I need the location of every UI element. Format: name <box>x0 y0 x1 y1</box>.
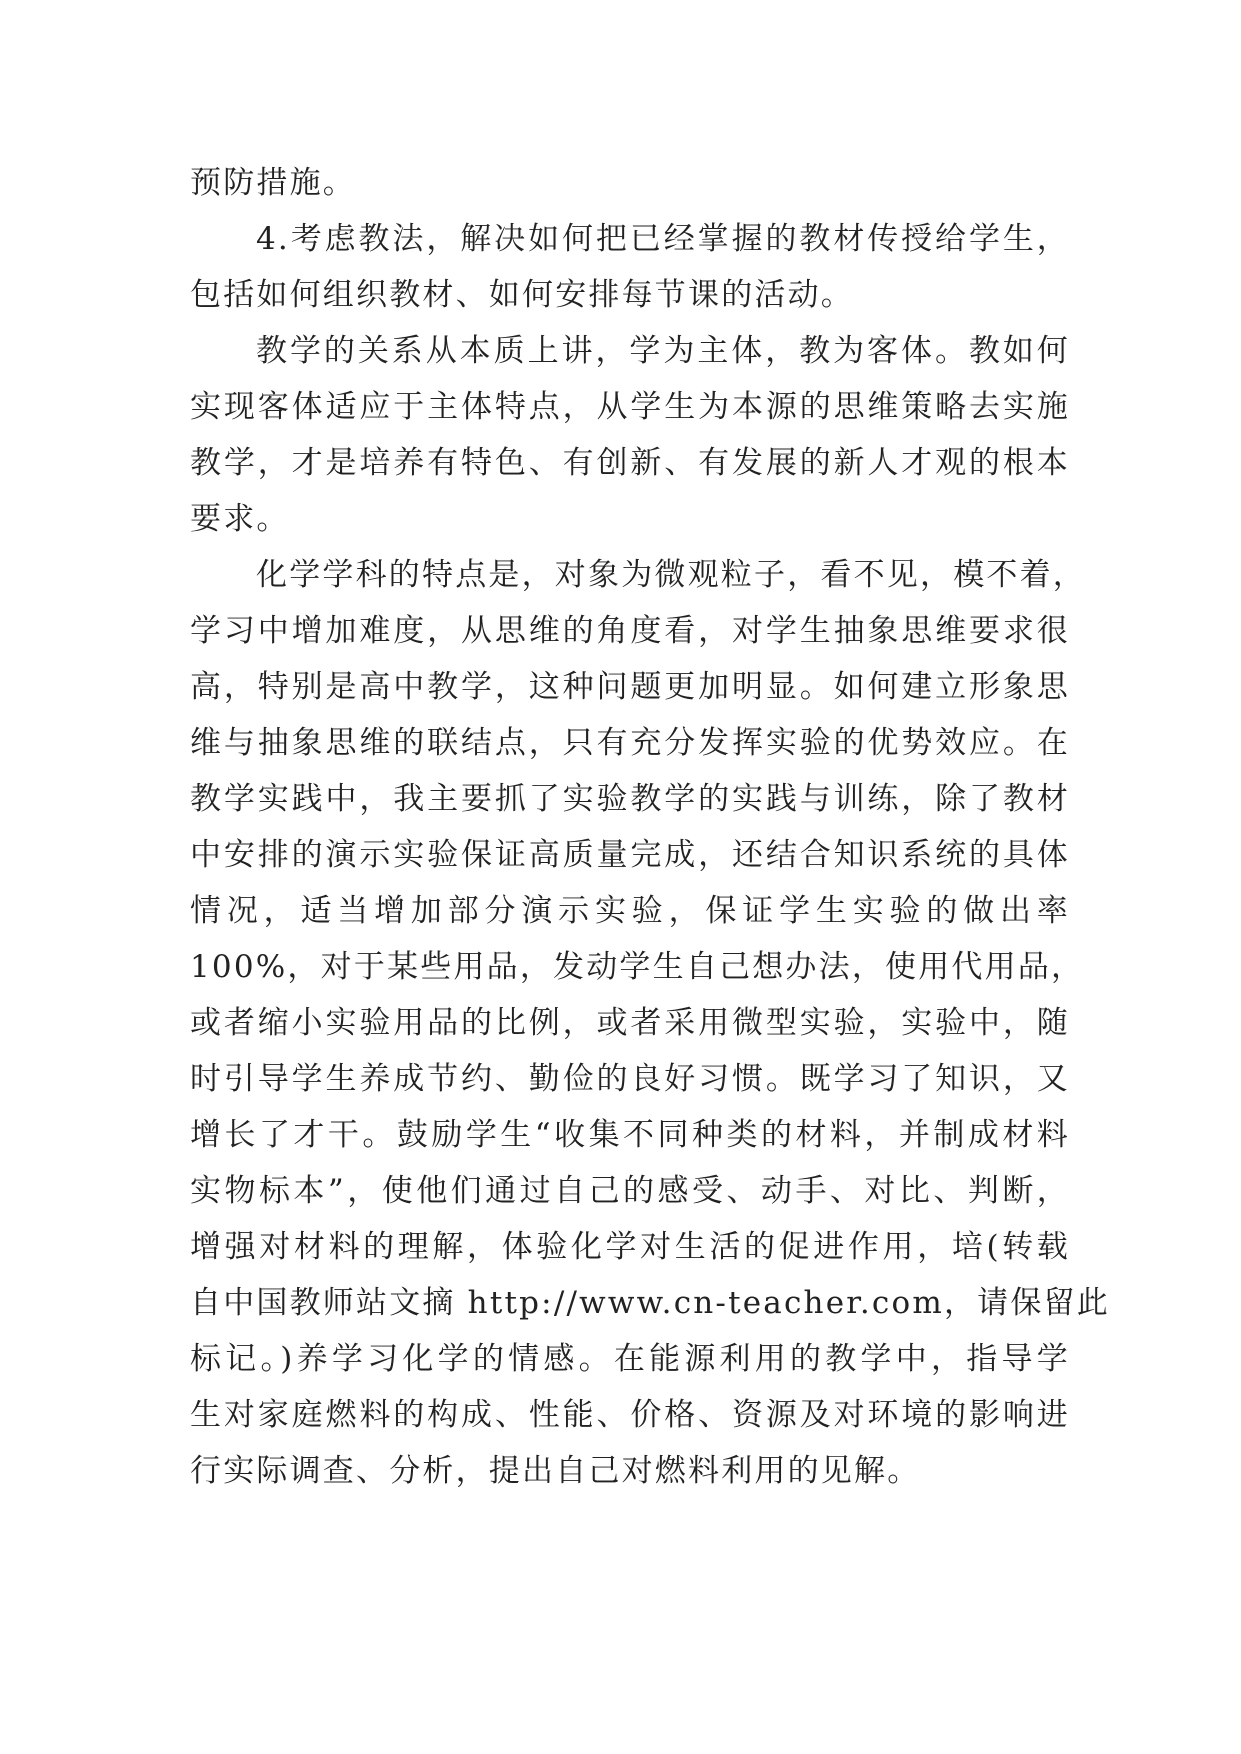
text-line: 预防措施。 <box>190 165 356 201</box>
text-line: 要求。 <box>190 501 290 537</box>
text-line: 学习中增加难度，从思维的角度看，对学生抽象思维要求很 <box>190 613 1070 649</box>
text-line: 实物标本”，使他们通过自己的感受、动手、对比、判断， <box>190 1173 1070 1209</box>
text-line: 增强对材料的理解，体验化学对生活的促进作用，培(转载 <box>190 1229 1070 1265</box>
text-line: 教学实践中，我主要抓了实验教学的实践与训练，除了教材 <box>190 781 1070 817</box>
text-line: 生对家庭燃料的构成、性能、价格、资源及对环境的影响进 <box>190 1397 1070 1433</box>
text-line: 维与抽象思维的联结点，只有充分发挥实验的优势效应。在 <box>190 725 1070 761</box>
text-line: 教学的关系从本质上讲，学为主体，教为客体。教如何 <box>256 333 1070 369</box>
text-line: 包括如何组织教材、如何安排每节课的活动。 <box>190 277 854 313</box>
body-text <box>190 155 1110 1499</box>
text-line: 或者缩小实验用品的比例，或者采用微型实验，实验中，随 <box>190 1005 1070 1041</box>
text-line: 时引导学生养成节约、勤俭的良好习惯。既学习了知识，又 <box>190 1061 1070 1097</box>
text-line: 100%，对于某些用品，发动学生自己想办法，使用代用品， <box>190 949 1085 985</box>
text-line: 教学，才是培养有特色、有创新、有发展的新人才观的根本 <box>190 445 1070 481</box>
paragraph <box>190 547 1110 1499</box>
paragraph <box>190 323 1070 547</box>
paragraph <box>190 155 1070 211</box>
text-line: 实现客体适应于主体特点，从学生为本源的思维策略去实施 <box>190 389 1070 425</box>
text-line: 4.考虑教法，解决如何把已经掌握的教材传授给学生， <box>256 221 1070 257</box>
text-line: 自中国教师站文摘 http://www.cn-teacher.com，请保留此 <box>190 1285 1110 1321</box>
text-line: 标记。)养学习化学的情感。在能源利用的教学中，指导学 <box>190 1341 1070 1377</box>
text-line: 化学学科的特点是，对象为微观粒子，看不见，模不着， <box>256 557 1086 593</box>
text-line: 情况，适当增加部分演示实验，保证学生实验的做出率 <box>190 893 1070 929</box>
text-line: 增长了才干。鼓励学生“收集不同种类的材料，并制成材料 <box>190 1117 1070 1153</box>
text-line: 行实际调查、分析，提出自己对燃料利用的见解。 <box>190 1453 921 1489</box>
paragraph <box>190 211 1070 323</box>
text-line: 高，特别是高中教学，这种问题更加明显。如何建立形象思 <box>190 669 1070 705</box>
text-line: 中安排的演示实验保证高质量完成，还结合知识系统的具体 <box>190 837 1070 873</box>
